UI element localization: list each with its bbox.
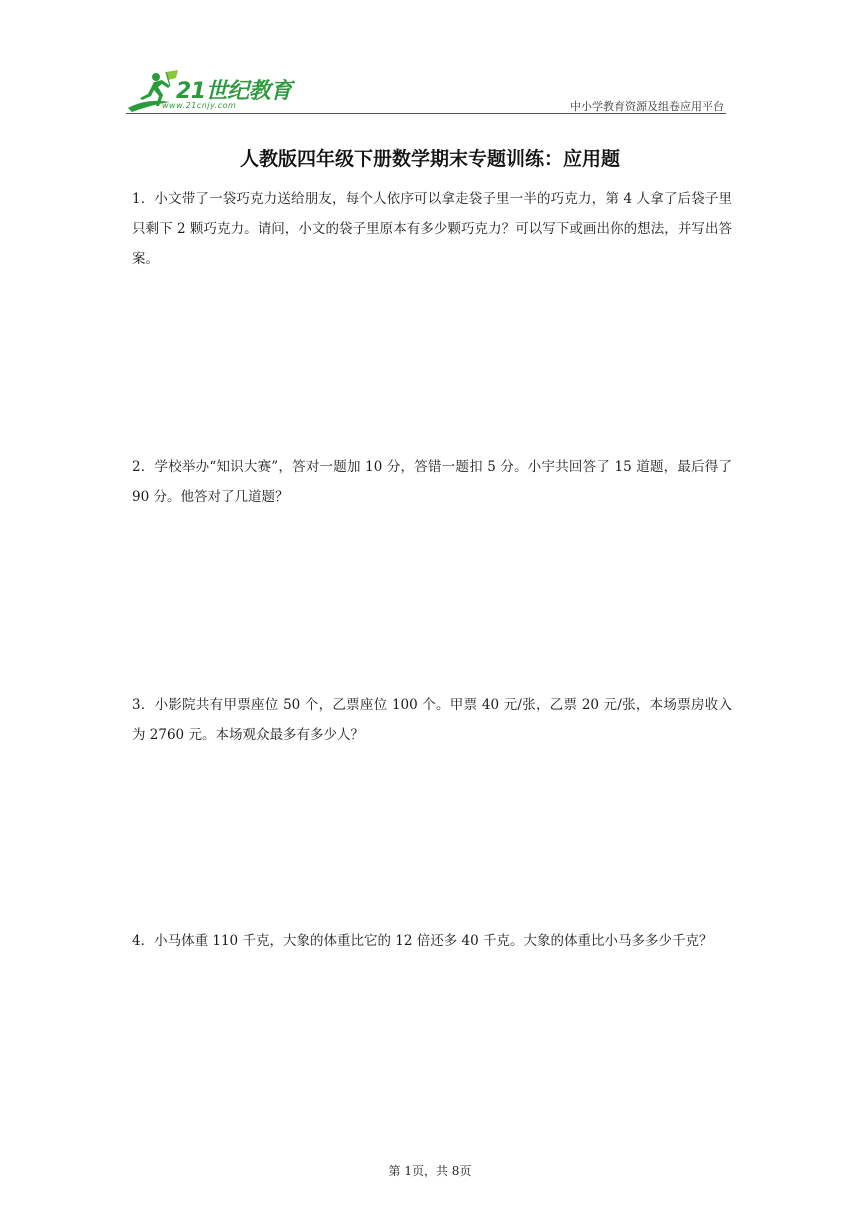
page-title: 人教版四年级下册数学期末专题训练：应用题: [239, 148, 620, 170]
site-logo: [126, 68, 296, 114]
header-divider: [126, 113, 726, 114]
page-header: [126, 68, 726, 116]
page-footer: 第 1页，共 8页: [388, 1164, 472, 1178]
question-4: 4．小马体重 110 千克，大象的体重比它的 12 倍还多 40 千克。大象的体重比小马多多少千克？: [132, 933, 713, 949]
header-tagline: 中小学教育资源及组卷应用平台: [570, 100, 724, 113]
logo-url: www.21cnjy.com: [162, 101, 237, 110]
question-1: 1．小文带了一袋巧克力送给朋友，每个人依序可以拿走袋子里一半的巧克力，第 4 人拿了后袋子里只剩下 2 颗巧克力。请问，小文的袋子里原本有多少颗巧克力？可以写下或画出你的想法，并写出答案。: [132, 191, 732, 267]
question-2: 2．学校举办“知识大赛”，答对一题加 10 分，答错一题扣 5 分。小宇共回答了 15 道题，最后得了 90 分。他答对了几道题？: [132, 459, 732, 505]
question-3: 3．小影院共有甲票座位 50 个，乙票座位 100 个。甲票 40 元/张，乙票 20 元/张，本场票房收入为 2760 元。本场观众最多有多少人？: [132, 697, 732, 743]
logo-wordmark: 21世纪教育: [176, 79, 292, 104]
